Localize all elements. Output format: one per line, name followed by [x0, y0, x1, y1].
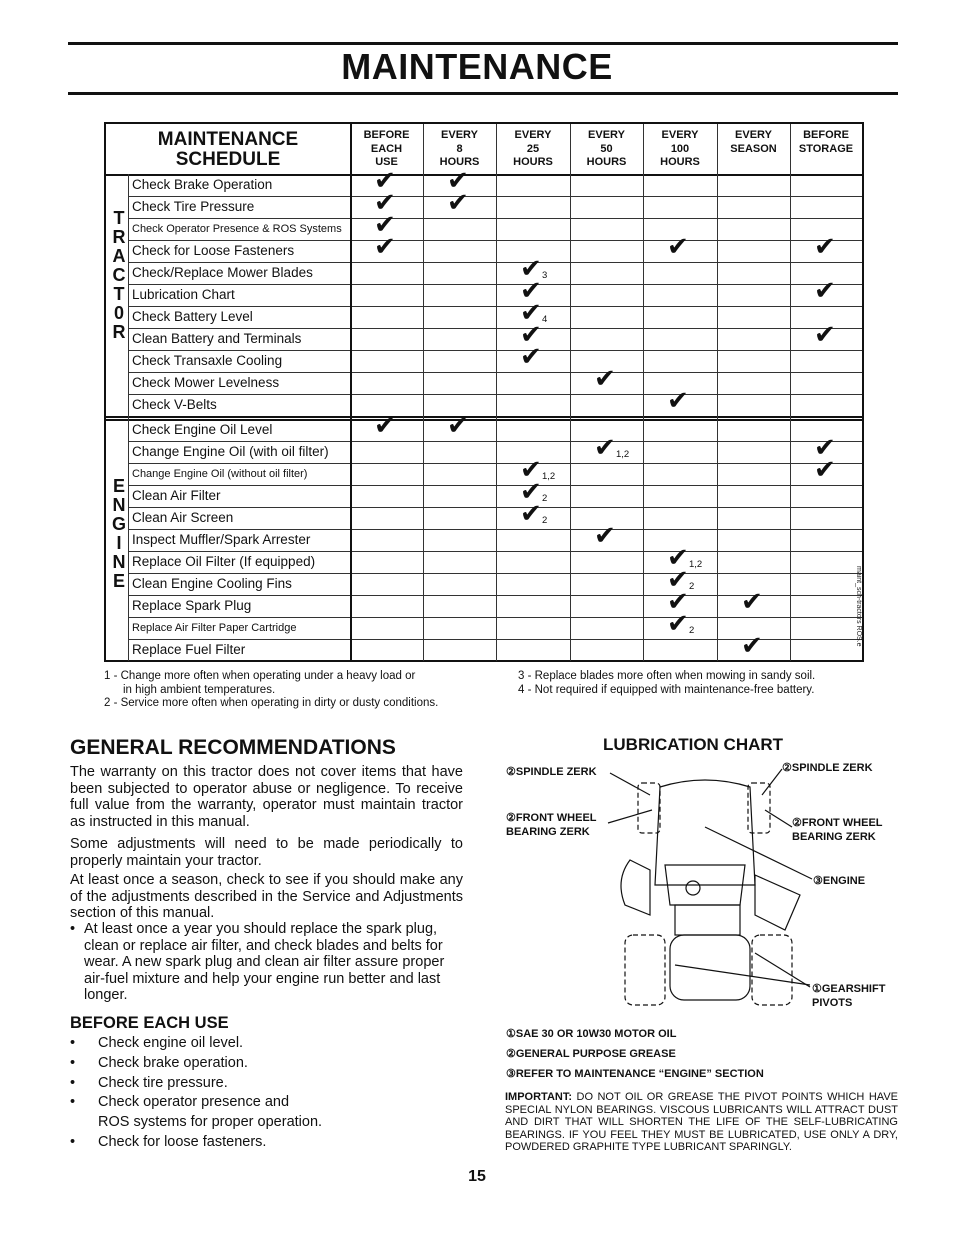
check-mark: ✔	[520, 499, 542, 529]
bullet-dot: •	[70, 1075, 76, 1091]
footnote-3: 3 - Replace blades more often when mowing in sandy soil.	[518, 670, 816, 682]
footnote-1-cont: in high ambient temperatures.	[123, 684, 276, 696]
column-header-line: EVERY	[441, 129, 478, 141]
column-header-line: EVERY	[588, 129, 625, 141]
engine-cap	[686, 881, 700, 895]
label-gearshift-pivots: ①GEARSHIFT PIVOTS	[812, 983, 886, 1009]
footnote-ref: 2	[689, 581, 695, 592]
section-letter: R	[112, 322, 126, 342]
list-item-continued: ROS systems for proper operation.	[98, 1114, 323, 1130]
footnote-ref: 2	[542, 493, 548, 504]
check-mark: ✔	[374, 411, 396, 441]
task-label: Clean Engine Cooling Fins	[132, 576, 292, 591]
label-engine: ③ENGINE	[813, 875, 866, 887]
leader-front-left	[608, 810, 652, 823]
task-label: Check Operator Presence & ROS Systems	[132, 223, 342, 235]
column-header-line: EACH	[370, 142, 403, 155]
section-divider	[106, 419, 862, 421]
footnote-1: 1 - Change more often when operating under a heavy load or	[104, 670, 416, 682]
tractor-hood	[655, 780, 755, 885]
column-header-line: HOURS	[439, 156, 480, 168]
tractor-seat	[670, 935, 750, 1000]
label-front-wheel-left: ②FRONT WHEEL BEARING ZERK	[506, 812, 597, 838]
section-letter: C	[112, 265, 126, 285]
schedule-title: MAINTENANCE SCHEDULE	[157, 129, 299, 170]
header-divider	[106, 174, 862, 176]
column-header-line: 100	[670, 142, 690, 155]
section-letter: G	[111, 514, 126, 534]
column-header-line: HOURS	[586, 156, 627, 168]
list-item: • Check tire pressure.	[70, 1074, 228, 1094]
task-label: Check Mower Levelness	[132, 375, 280, 390]
task-label: Clean Air Screen	[132, 510, 234, 525]
check-mark: ✔	[520, 254, 542, 284]
column-divider	[496, 124, 497, 661]
general-paragraph-3: At least once a season, check to see if you should make any of the adjustments described in the Service and Adjustments section of this manual.	[70, 872, 463, 921]
task-label: Clean Air Filter	[132, 488, 221, 503]
column-header-line	[717, 156, 790, 170]
column-header-line: EVERY	[735, 129, 772, 141]
general-recommendations-title: GENERAL RECOMMENDATIONS	[70, 736, 396, 759]
column-header-line: 50	[600, 142, 613, 155]
column-header-line: BEFORE	[363, 129, 410, 141]
before-each-use-title: BEFORE EACH USE	[70, 1014, 229, 1032]
general-paragraph-1: The warranty on this tractor does not cover items that have been subjected to operator abuse or negligence. To receive full value from the warranty, operator must maintain tractor as instructed in this manual.	[70, 764, 463, 830]
column-header-line: HOURS	[513, 156, 553, 168]
section-divider	[106, 416, 862, 418]
check-mark: ✔	[814, 276, 836, 306]
task-label: Change Engine Oil (with oil filter)	[132, 444, 329, 459]
column-divider	[570, 124, 571, 661]
column-divider	[790, 124, 791, 661]
check-mark: ✔	[520, 298, 542, 328]
rear-wheel-right	[752, 935, 792, 1005]
label-spindle-zerk-right: ②SPINDLE ZERK	[782, 762, 873, 774]
tractor-body	[675, 905, 740, 935]
rear-wheel-left	[625, 935, 665, 1005]
page-number: 15	[468, 1168, 486, 1185]
list-item: • Check brake operation.	[70, 1054, 248, 1074]
row-divider	[128, 441, 862, 442]
footnote-ref: 4	[542, 314, 548, 325]
lubrication-chart-title: LUBRICATION CHART	[603, 735, 784, 754]
check-mark: ✔	[594, 521, 616, 551]
side-code: maint_sch-tractors ROS.e	[855, 566, 862, 647]
column-header	[790, 129, 862, 170]
check-mark: ✔	[374, 232, 396, 262]
footnote-ref: 1,2	[542, 471, 556, 482]
row-divider	[128, 485, 862, 486]
task-label: Replace Oil Filter (If equipped)	[132, 554, 316, 569]
task-label: Replace Spark Plug	[132, 598, 252, 613]
check-mark: ✔	[667, 565, 689, 595]
check-mark: ✔	[814, 433, 836, 463]
task-label: Check Brake Operation	[132, 177, 273, 192]
check-mark: ✔	[374, 166, 396, 196]
check-mark: ✔	[447, 188, 469, 218]
leader-spindle-right	[762, 769, 782, 795]
check-mark: ✔	[814, 320, 836, 350]
section-letter: E	[112, 476, 125, 496]
general-paragraph-2: Some adjustments will need to be made periodically to properly maintain your tractor.	[70, 836, 463, 869]
row-divider	[128, 328, 862, 329]
task-label: Check V-Belts	[132, 397, 217, 412]
task-label: Inspect Muffler/Spark Arrester	[132, 532, 311, 547]
row-divider	[128, 350, 862, 351]
chute	[755, 875, 800, 930]
row-divider	[128, 306, 862, 307]
check-mark: ✔	[447, 411, 469, 441]
task-label: Change Engine Oil (without oil filter)	[132, 468, 308, 480]
section-letter: I	[116, 533, 122, 553]
check-mark: ✔	[520, 455, 542, 485]
legend-motor-oil: ①SAE 30 OR 10W30 MOTOR OIL	[506, 1028, 677, 1040]
row-divider	[128, 284, 862, 285]
check-mark: ✔	[447, 166, 469, 196]
row-divider	[128, 394, 862, 395]
check-mark: ✔	[594, 364, 616, 394]
task-label: Check Engine Oil Level	[132, 422, 273, 437]
column-header-line: USE	[375, 156, 398, 168]
row-divider	[128, 573, 862, 574]
column-header-line: STORAGE	[798, 142, 854, 155]
row-divider	[128, 372, 862, 373]
row-divider	[128, 240, 862, 241]
column-header-line: 25	[526, 142, 540, 155]
check-mark: ✔	[374, 188, 396, 218]
general-bullet-paragraph	[70, 921, 463, 1004]
bullet-dot: •	[70, 1035, 76, 1051]
column-header-line: EVERY	[661, 129, 699, 141]
leader-spindle-left	[610, 773, 650, 795]
list-item: • Check operator presence and	[70, 1093, 289, 1113]
column-header-line: 8	[456, 142, 463, 155]
column-header-line: HOURS	[660, 156, 700, 168]
bullet-dot: •	[70, 921, 76, 937]
list-item: • Check engine oil level.	[70, 1034, 243, 1054]
section-letter: T	[113, 284, 125, 304]
title-underline	[68, 92, 898, 95]
task-label: Lubrication Chart	[132, 287, 235, 302]
column-header	[717, 129, 790, 170]
important-notice	[505, 1091, 898, 1154]
leader-front-right	[765, 810, 792, 827]
check-mark: ✔	[667, 386, 689, 416]
label-spindle-zerk-left: ②SPINDLE ZERK	[506, 766, 597, 778]
task-label: Check Transaxle Cooling	[132, 353, 283, 368]
row-divider	[128, 507, 862, 508]
legend-grease: ②GENERAL PURPOSE GREASE	[506, 1048, 676, 1060]
footnote-ref: 1,2	[616, 449, 630, 460]
check-mark: ✔	[741, 587, 763, 617]
general-paragraph-4: At least once a year you should replace the spark plug, clean or replace air filter, and check blades and belts for wear. A new spark plug and clean air filter assure proper air-fuel mixture and help your engine run better and last longer.	[84, 921, 445, 1003]
mower-deck	[621, 860, 650, 915]
row-divider	[128, 529, 862, 530]
footnote-ref: 2	[689, 625, 695, 636]
column-header-line: SEASON	[730, 142, 777, 155]
letter-column-divider	[128, 174, 129, 661]
row-divider	[128, 463, 862, 464]
footnote-2: 2 - Service more often when operating in dirty or dusty conditions.	[104, 697, 439, 709]
legend-engine-section: ③REFER TO MAINTENANCE “ENGINE” SECTION	[506, 1068, 764, 1080]
check-mark: ✔	[520, 477, 542, 507]
bullet-dot: •	[70, 1094, 76, 1110]
task-label: Check Battery Level	[132, 309, 253, 324]
column-divider	[423, 124, 424, 661]
task-label: Replace Fuel Filter	[132, 642, 246, 657]
column-header-line	[790, 156, 862, 170]
row-divider	[128, 262, 862, 263]
bullet-dot: •	[70, 1134, 76, 1150]
column-header-line: BEFORE	[803, 129, 849, 141]
bullet-dot: •	[70, 1055, 76, 1071]
task-label: Clean Battery and Terminals	[132, 331, 302, 346]
section-letter: N	[112, 495, 126, 515]
footnote-ref: 1,2	[689, 559, 703, 570]
column-header	[570, 129, 643, 170]
check-mark: ✔	[814, 455, 836, 485]
task-label: Check for Loose Fasteners	[132, 243, 295, 258]
check-mark: ✔	[667, 232, 689, 262]
list-item: • Check for loose fasteners.	[70, 1133, 266, 1153]
footnote-ref: 3	[542, 270, 548, 281]
check-mark: ✔	[520, 342, 542, 372]
task-label: Check Tire Pressure	[132, 199, 255, 214]
check-mark: ✔	[814, 232, 836, 262]
section-letter: 0	[113, 303, 124, 323]
check-mark: ✔	[520, 320, 542, 350]
row-divider	[128, 617, 862, 618]
page-title: MAINTENANCE	[341, 46, 613, 87]
task-label: Replace Air Filter Paper Cartridge	[132, 622, 297, 634]
check-mark: ✔	[667, 587, 689, 617]
maintenance-schedule-table	[104, 122, 864, 662]
label-front-wheel-right: ②FRONT WHEEL BEARING ZERK	[792, 817, 883, 843]
section-letter: R	[112, 227, 126, 247]
column-header	[350, 129, 423, 170]
important-text: DO NOT OIL OR GREASE THE PIVOT POINTS WHICH HAVE SPECIAL NYLON BEARINGS. VISCOUS LUBRICANTS WILL ATTRACT DUST AND DIRT THAT WILL SHORTEN THE LIFE OF THE SELF-LUBRICATING BEARINGS. IF YOU FEEL THEY MUST BE LUBRICATED, USE ONLY A DRY, POWDERED GRAPHITE TYPE LUBRICANT SPARINGLY.	[505, 1091, 898, 1153]
check-mark: ✔	[520, 276, 542, 306]
column-header-line: EVERY	[514, 129, 552, 141]
check-mark: ✔	[594, 433, 616, 463]
column-divider	[350, 124, 352, 661]
task-label: Check/Replace Mower Blades	[132, 265, 313, 280]
leader-gearshift-2	[755, 953, 810, 987]
top-rule	[68, 42, 898, 45]
column-divider	[717, 124, 718, 661]
footnote-4: 4 - Not required if equipped with maintenance-free battery.	[518, 684, 815, 696]
row-divider	[128, 196, 862, 197]
check-mark: ✔	[667, 543, 689, 573]
check-mark: ✔	[667, 609, 689, 639]
column-header	[496, 129, 570, 170]
check-mark: ✔	[741, 631, 763, 661]
section-letter: E	[112, 571, 125, 591]
column-divider	[643, 124, 644, 661]
footnote-ref: 2	[542, 515, 548, 526]
section-letter: T	[113, 208, 125, 228]
row-divider	[128, 551, 862, 552]
section-letter: N	[112, 552, 126, 572]
row-divider	[128, 218, 862, 219]
column-header	[643, 129, 717, 170]
check-mark: ✔	[374, 210, 396, 240]
important-label: IMPORTANT:	[505, 1091, 573, 1103]
section-letter: A	[112, 246, 126, 266]
column-header	[423, 129, 496, 170]
